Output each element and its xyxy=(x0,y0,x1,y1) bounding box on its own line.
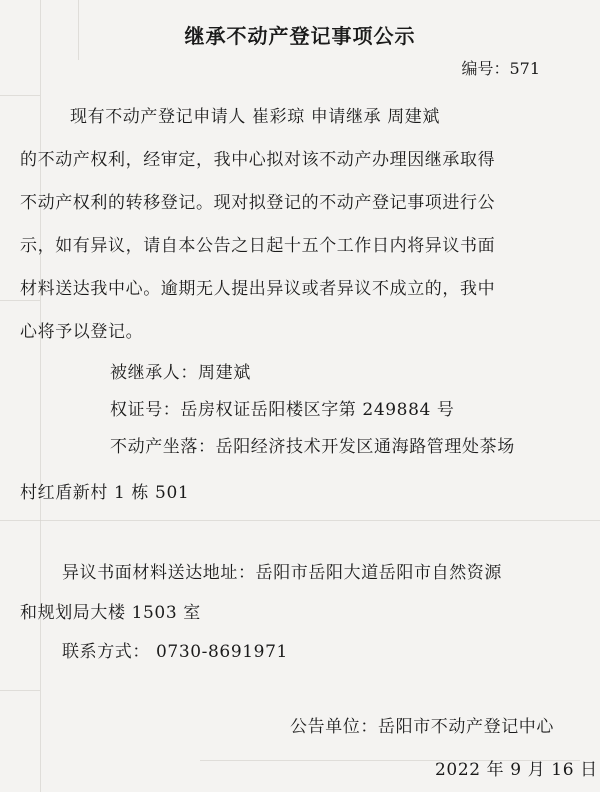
body-line: 材料送达我中心。逾期无人提出异议或者异议不成立的，我中 xyxy=(20,279,496,299)
issuer: 公告单位：岳阳市不动产登记中心 xyxy=(290,717,554,737)
serial-number: 编号：571 xyxy=(461,59,540,78)
decedent-field: 被继承人：周建斌 xyxy=(110,363,251,383)
background-texture-line xyxy=(0,95,40,96)
issue-date: 2022 年 9 月 16 日 xyxy=(435,760,598,780)
contact-field: 联系方式： 0730-8691971 xyxy=(62,642,288,662)
background-texture-line xyxy=(0,520,600,521)
property-location-continued: 村红盾新村 1 栋 501 xyxy=(20,483,190,503)
body-line: 不动产权利的转移登记。现对拟登记的不动产登记事项进行公 xyxy=(20,193,496,213)
property-location-field: 不动产坐落：岳阳经济技术开发区通海路管理处茶场 xyxy=(110,437,515,457)
certificate-number-field: 权证号：岳房权证岳阳楼区字第 249884 号 xyxy=(110,400,455,420)
body-line: 心将予以登记。 xyxy=(20,322,144,342)
body-line: 的不动产权利，经审定，我中心拟对该不动产办理因继承取得 xyxy=(20,150,496,170)
background-texture-line xyxy=(0,300,40,301)
body-line: 示，如有异议，请自本公告之日起十五个工作日内将异议书面 xyxy=(20,236,496,256)
notice-title: 继承不动产登记事项公示 xyxy=(184,24,416,48)
background-texture-line xyxy=(0,690,40,691)
objection-address-continued: 和规划局大楼 1503 室 xyxy=(20,603,201,623)
body-line: 现有不动产登记申请人 崔彩琼 申请继承 周建斌 xyxy=(70,107,441,127)
background-texture-line xyxy=(40,0,41,792)
objection-address-field: 异议书面材料送达地址：岳阳市岳阳大道岳阳市自然资源 xyxy=(62,563,502,583)
